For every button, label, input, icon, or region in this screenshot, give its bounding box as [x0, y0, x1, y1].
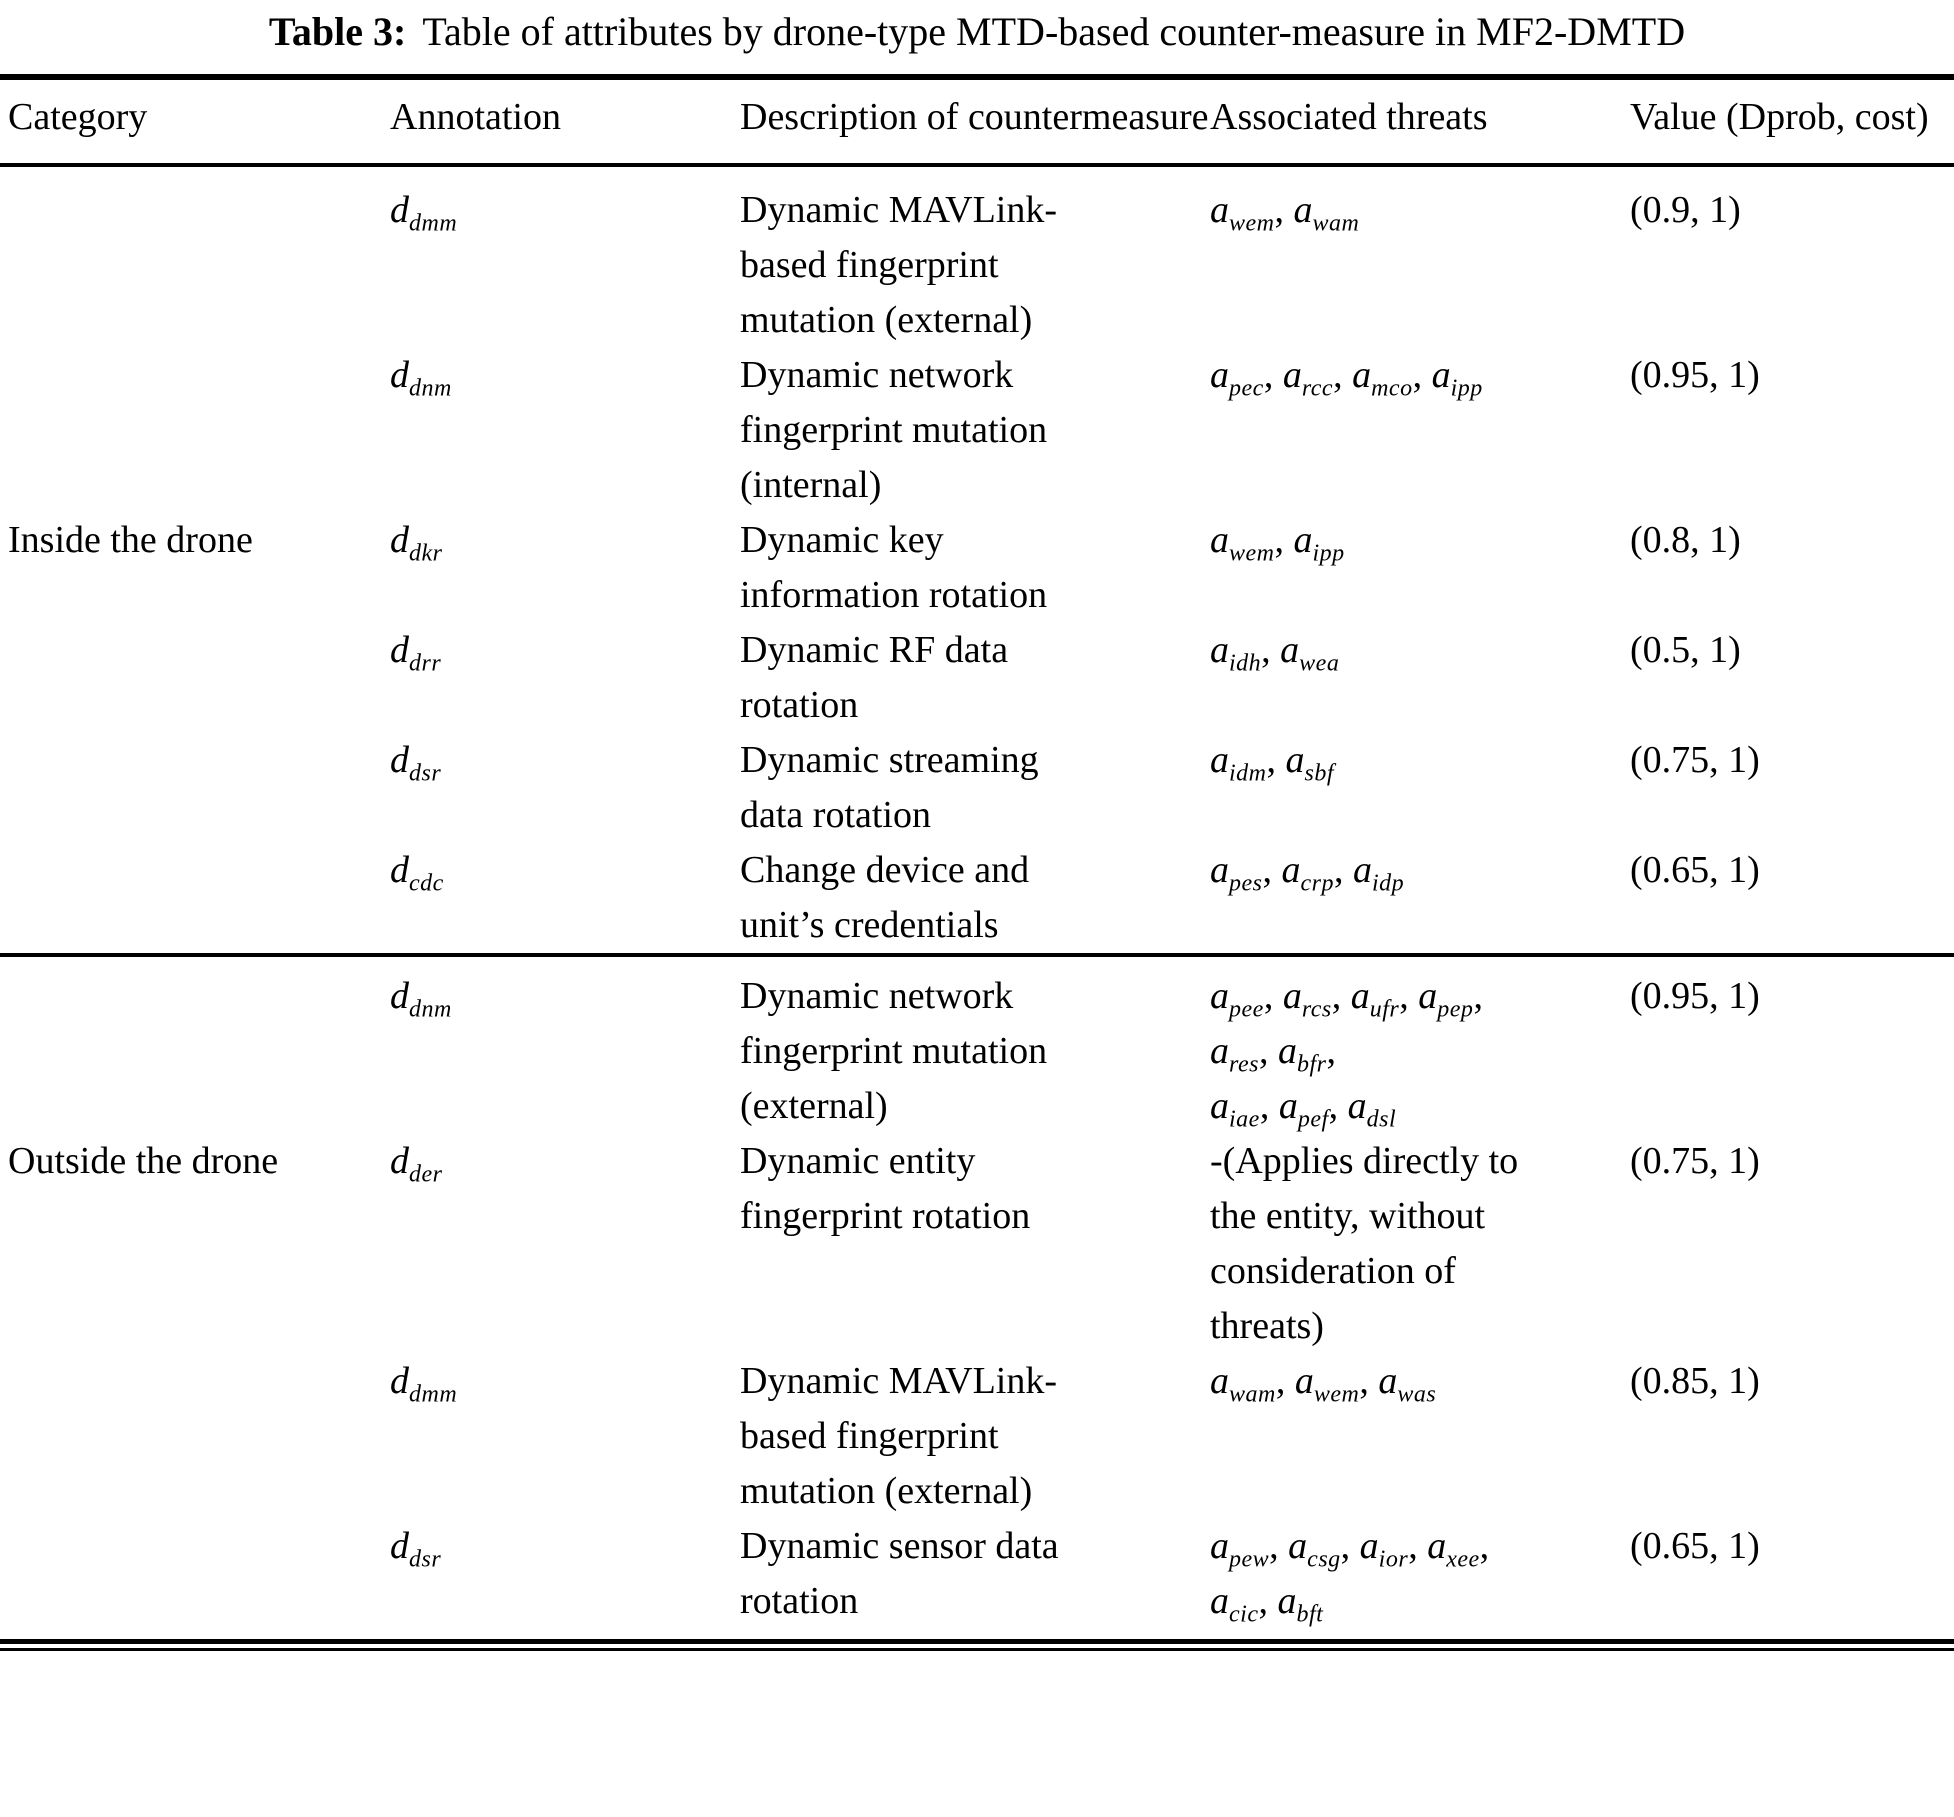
- description-text: Change device and unit’s credentials: [740, 849, 1030, 946]
- description-cell: [740, 165, 1210, 348]
- annotation-cell: [390, 623, 740, 733]
- threat-line: $a_{idm}$, $a_{sbf}$: [1210, 739, 1335, 787]
- table-row: [0, 513, 1954, 623]
- threats-cell: [1210, 513, 1630, 623]
- annotation-cell: [390, 843, 740, 955]
- threats-cell: [1210, 348, 1630, 513]
- threat-symbol: $a_{idm}$: [1210, 739, 1267, 787]
- value-cell: (0.5, 1): [1630, 629, 1741, 671]
- threat-symbol: $a_{iae}$: [1210, 1085, 1260, 1133]
- annotation-symbol: $d_{dnm}$: [390, 354, 452, 402]
- category-cell: [0, 1354, 390, 1519]
- threat-line: $a_{idh}$, $a_{wea}$: [1210, 629, 1340, 677]
- annotation-cell: [390, 955, 740, 1134]
- threats-cell: [1210, 623, 1630, 733]
- table-caption: [0, 0, 1954, 60]
- threat-symbol: $a_{sbf}$: [1285, 739, 1335, 787]
- description-text: Dynamic streaming data rotation: [740, 739, 1039, 836]
- threat-line: $a_{wem}$, $a_{ipp}$: [1210, 519, 1345, 567]
- threat-line: $a_{iae}$, $a_{pef}$, $a_{dsl}$: [1210, 1085, 1397, 1133]
- threat-symbol: $a_{mco}$: [1352, 354, 1413, 402]
- description-text: Dynamic key information rotation: [740, 519, 1048, 616]
- threat-line: $a_{cic}$, $a_{bft}$: [1210, 1580, 1324, 1628]
- table-row: [0, 1354, 1954, 1519]
- annotation-cell: [390, 1519, 740, 1639]
- category-cell: [0, 623, 390, 733]
- threat-symbol: $a_{ipp}$: [1293, 519, 1345, 567]
- table-row: [0, 955, 1954, 1134]
- description-cell: [740, 1354, 1210, 1519]
- annotation-symbol: $d_{drr}$: [390, 629, 442, 677]
- threats-cell: [1210, 1134, 1630, 1354]
- column-header-annotation: Annotation: [390, 77, 740, 165]
- description-cell: [740, 1134, 1210, 1354]
- annotation-symbol: $d_{dnm}$: [390, 975, 452, 1023]
- threats-cell: [1210, 843, 1630, 955]
- description-cell: [740, 733, 1210, 843]
- category-cell: [0, 1519, 390, 1639]
- column-header-category: Category: [0, 77, 390, 165]
- description-text: Dynamic sensor data rotation: [740, 1525, 1059, 1622]
- table-row: [0, 843, 1954, 955]
- threat-line: $a_{res}$, $a_{bfr}$,: [1210, 1030, 1336, 1078]
- threat-symbol: $a_{xee}$: [1427, 1525, 1480, 1573]
- description-text: Dynamic MAVLink-based fingerprint mutation (external): [740, 189, 1057, 341]
- threat-symbol: $a_{cic}$: [1210, 1580, 1259, 1628]
- threat-line: $a_{pew}$, $a_{csg}$, $a_{ior}$, $a_{xee}$,: [1210, 1525, 1490, 1573]
- value-cell: (0.95, 1): [1630, 955, 1954, 1134]
- attributes-table: [0, 74, 1954, 1639]
- threat-symbol: $a_{pep}$: [1418, 975, 1474, 1023]
- header-row: [0, 77, 1954, 165]
- threat-symbol: $a_{pec}$: [1210, 354, 1264, 402]
- table-row: [0, 623, 1954, 733]
- threat-symbol: $a_{rcs}$: [1282, 975, 1332, 1023]
- threat-symbol: $a_{bft}$: [1277, 1580, 1324, 1628]
- annotation-symbol: $d_{dmm}$: [390, 189, 458, 237]
- annotation-cell: [390, 733, 740, 843]
- table-row: [0, 348, 1954, 513]
- annotation-symbol: $d_{dkr}$: [390, 519, 443, 567]
- annotation-cell: [390, 513, 740, 623]
- threats-cell: [1210, 1519, 1630, 1639]
- table-bottom-rule: [0, 1639, 1954, 1651]
- threat-symbol: $a_{ior}$: [1359, 1525, 1409, 1573]
- column-header-value: Value (Dprob, cost): [1630, 77, 1954, 165]
- annotation-symbol: $d_{dsr}$: [390, 1525, 442, 1573]
- description-text: Dynamic network fingerprint mutation (external): [740, 975, 1048, 1127]
- threat-symbol: $a_{pew}$: [1210, 1525, 1270, 1573]
- description-text: Dynamic network fingerprint mutation (internal): [740, 354, 1048, 506]
- value-cell: (0.85, 1): [1630, 1360, 1760, 1402]
- annotation-symbol: $d_{dsr}$: [390, 739, 442, 787]
- threats-cell: [1210, 955, 1630, 1134]
- description-text: Dynamic MAVLink-based fingerprint mutation (external): [740, 1360, 1057, 1512]
- annotation-cell: [390, 1134, 740, 1354]
- category-cell: [0, 165, 390, 348]
- threat-symbol: $a_{idp}$: [1353, 849, 1405, 897]
- threat-symbol: $a_{csg}$: [1288, 1525, 1341, 1573]
- threat-text: -(Applies directly to the entity, without consideration of threats): [1210, 1140, 1519, 1347]
- description-cell: [740, 955, 1210, 1134]
- threat-symbol: $a_{rcc}$: [1282, 354, 1334, 402]
- table-row: [0, 1519, 1954, 1639]
- threat-line: $a_{pee}$, $a_{rcs}$, $a_{ufr}$, $a_{pep}$,: [1210, 975, 1483, 1023]
- category-cell: [0, 955, 390, 1134]
- threat-symbol: $a_{dsl}$: [1347, 1085, 1397, 1133]
- threat-symbol: $a_{wem}$: [1294, 1360, 1360, 1408]
- threats-cell: [1210, 1354, 1630, 1519]
- threat-line: $a_{wem}$, $a_{wam}$: [1210, 189, 1360, 237]
- threat-symbol: $a_{wam}$: [1293, 189, 1360, 237]
- description-cell: [740, 1519, 1210, 1639]
- threat-line: $a_{pec}$, $a_{rcc}$, $a_{mco}$, $a_{ipp}$: [1210, 354, 1483, 402]
- category-cell: Inside the drone: [8, 519, 253, 561]
- threat-symbol: $a_{wem}$: [1210, 189, 1275, 237]
- value-cell: (0.75, 1): [1630, 1140, 1760, 1182]
- value-cell: (0.65, 1): [1630, 1525, 1760, 1567]
- value-cell: (0.65, 1): [1630, 849, 1760, 891]
- description-cell: [740, 843, 1210, 955]
- threat-symbol: $a_{pef}$: [1278, 1085, 1329, 1133]
- table-caption-text: Table of attributes by drone-type MTD-based counter-measure in MF2-DMTD: [422, 9, 1686, 54]
- annotation-symbol: $d_{dmm}$: [390, 1360, 458, 1408]
- value-cell: (0.9, 1): [1630, 189, 1741, 231]
- annotation-symbol: $d_{cdc}$: [390, 849, 444, 897]
- description-text: Dynamic RF data rotation: [740, 629, 1009, 726]
- annotation-cell: [390, 348, 740, 513]
- table-caption-label: Table 3:: [268, 9, 407, 54]
- threats-cell: [1210, 165, 1630, 348]
- annotation-cell: [390, 1354, 740, 1519]
- description-cell: [740, 623, 1210, 733]
- annotation-cell: [390, 165, 740, 348]
- threat-symbol: $a_{pee}$: [1210, 975, 1264, 1023]
- threat-symbol: $a_{wam}$: [1210, 1360, 1276, 1408]
- value-cell: (0.75, 1): [1630, 739, 1760, 781]
- threat-symbol: $a_{crp}$: [1281, 849, 1334, 897]
- threat-symbol: $a_{ipp}$: [1431, 354, 1483, 402]
- threat-symbol: $a_{wem}$: [1210, 519, 1275, 567]
- category-cell: [0, 733, 390, 843]
- category-cell: [0, 348, 390, 513]
- threat-symbol: $a_{idh}$: [1210, 629, 1262, 677]
- threats-cell: [1210, 733, 1630, 843]
- threat-line: $a_{wam}$, $a_{wem}$, $a_{was}$: [1210, 1360, 1437, 1408]
- category-cell: [0, 843, 390, 955]
- threat-symbol: $a_{bfr}$: [1277, 1030, 1327, 1078]
- table-body: [0, 165, 1954, 1639]
- table-row: [0, 733, 1954, 843]
- threat-symbol: $a_{was}$: [1378, 1360, 1437, 1408]
- table-row: [0, 1134, 1954, 1354]
- category-cell: Outside the drone: [8, 1140, 279, 1182]
- threat-symbol: $a_{ufr}$: [1350, 975, 1400, 1023]
- annotation-symbol: $d_{der}$: [390, 1140, 443, 1188]
- threat-symbol: $a_{res}$: [1210, 1030, 1259, 1078]
- threat-symbol: $a_{pes}$: [1210, 849, 1263, 897]
- threat-symbol: $a_{wea}$: [1280, 629, 1340, 677]
- column-header-description: Description of countermeasure: [740, 77, 1210, 165]
- threat-line: $a_{pes}$, $a_{crp}$, $a_{idp}$: [1210, 849, 1405, 897]
- description-text: Dynamic entity fingerprint rotation: [740, 1140, 1031, 1237]
- value-cell: (0.95, 1): [1630, 354, 1760, 396]
- column-header-threats: Associated threats: [1210, 77, 1630, 165]
- description-cell: [740, 513, 1210, 623]
- table-row: [0, 165, 1954, 348]
- description-cell: [740, 348, 1210, 513]
- value-cell: (0.8, 1): [1630, 519, 1741, 561]
